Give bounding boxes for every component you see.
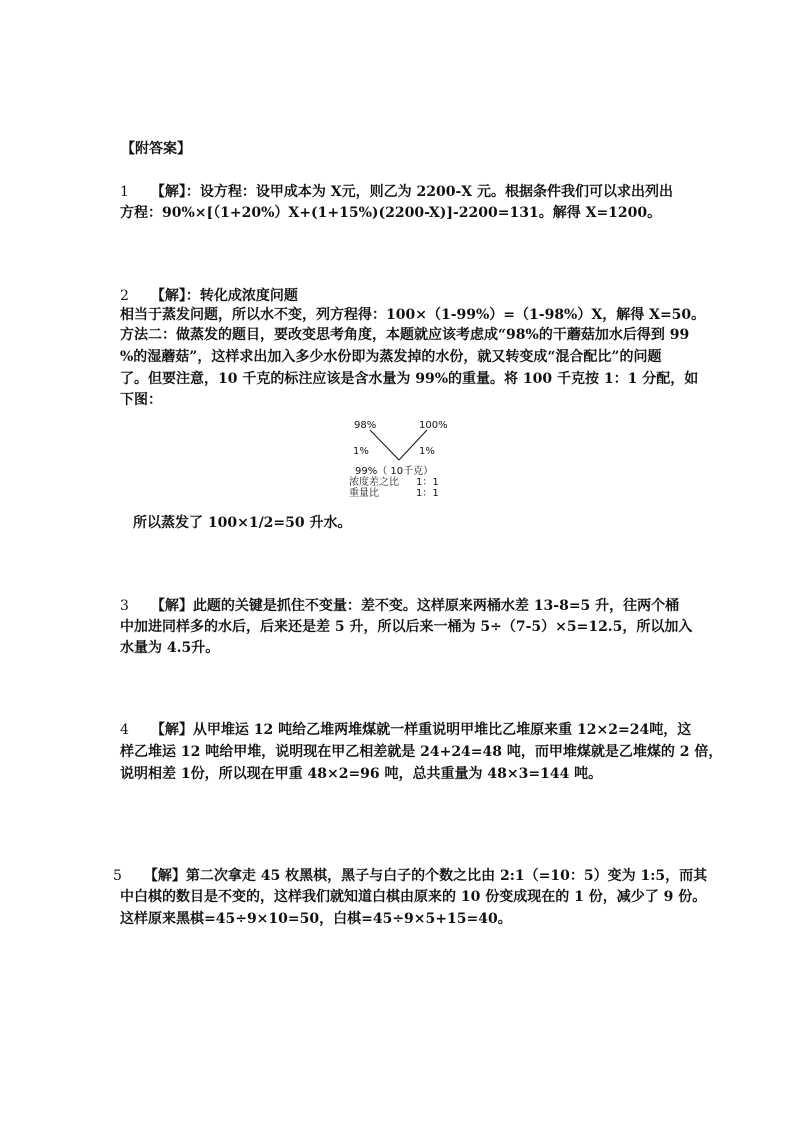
answer-2-tag: 【解】 — [150, 288, 186, 304]
diagram-row-2-value: 1：1 — [416, 488, 439, 499]
answer-3-text-1: 此题的关键是抓住不变量：差不变。这样原来两桶水差 13-8=5 升，往两个桶 — [192, 598, 680, 614]
answer-5-first-line — [113, 867, 707, 885]
answer-5-tag: 【解】 — [143, 868, 186, 884]
answer-1-first-line — [120, 183, 673, 201]
answer-2-conclusion: 所以蒸发了 100×1/2=50 升水。 — [133, 515, 352, 531]
answer-1-text-2: 方程：90%×[（1+20%）X+(1+15%)(2200-X)]-2200=131。解得 X=1200。 — [120, 205, 662, 221]
diagram-row-2-label: 重量比 — [349, 488, 379, 499]
diagram-left-top: 98% — [354, 420, 377, 431]
diagram-right-mid: 1% — [419, 446, 435, 457]
answer-3-tag: 【解】 — [150, 598, 193, 614]
mixing-ratio-diagram — [340, 416, 460, 506]
answer-2-text-4: %的湿蘑菇”，这样求出加入多少水份即为蒸发掉的水份，就又转变成“混合配比”的问题 — [120, 349, 662, 365]
answer-4-number: 4 — [120, 722, 129, 738]
answer-2-text-2: 相当于蒸发问题，所以水不变，列方程得：100×（1-99%）=（1-98%）X，解得 X=50。 — [120, 307, 706, 323]
answer-5-text-3: 这样原来黑棋=45÷9×10=50，白棋=45÷9×5+15=40。 — [120, 911, 512, 927]
answer-4-tag: 【解】 — [150, 722, 193, 738]
answer-2-first-line — [120, 287, 298, 305]
answer-1-tag: 【解】 — [150, 184, 186, 200]
answer-5-number: 5 — [113, 868, 122, 884]
answer-2-text-3: 方法二：做蒸发的题目，要改变思考角度，本题就应该考虑成“98%的干蘑菇加水后得到 99 — [120, 327, 690, 343]
answer-3-number: 3 — [120, 598, 129, 614]
answer-2-text-1: ：转化成浓度问题 — [185, 288, 298, 304]
diagram-row-1-label: 浓度差之比 — [349, 477, 399, 488]
diagram-right-top: 100% — [419, 420, 448, 431]
answer-3-first-line — [120, 597, 679, 615]
answer-3-text-3: 水量为 4.5升。 — [120, 640, 220, 656]
answer-4-first-line — [120, 721, 691, 739]
answer-5-text-2: 中白棋的数目是不变的，这样我们就知道白棋由原来的 10 份变成现在的 1 份，减少了 9 份。 — [120, 889, 707, 905]
answer-2-text-6: 下图： — [120, 392, 162, 408]
answer-4-text-1: 从甲堆运 12 吨给乙堆两堆煤就一样重说明甲堆比乙堆原来重 12×2=24吨，这 — [192, 722, 692, 738]
answer-3-text-2: 中加进同样多的水后，后来还是差 5 升，所以后来一桶为 5÷（7-5）×5=12.5，所以加入 — [120, 619, 693, 635]
diagram-left-mid: 1% — [353, 446, 369, 457]
answer-1-number: 1 — [120, 184, 129, 200]
answer-5-text-1: 第二次拿走 45 枚黑棋，黑子与白子的个数之比由 2:1（=10：5）变为 1:5，而其 — [185, 868, 708, 884]
answer-2-number: 2 — [120, 288, 129, 304]
diagram-row-1-value: 1：1 — [416, 477, 439, 488]
answer-4-text-2: 样乙堆运 12 吨给甲堆，说明现在甲乙相差就是 24+24=48 吨，而甲堆煤就是乙堆煤的 2 倍， — [120, 744, 723, 760]
answer-2-text-5: 了。但要注意，10 千克的标注应该是含水量为 99%的重量。将 100 千克按 1：1 分配，如 — [120, 371, 699, 387]
answer-header: 【附答案】 — [121, 141, 191, 157]
answer-1-text-1: ：设方程：设甲成本为 X元，则乙为 2200-X 元。根据条件我们可以求出列出 — [185, 184, 674, 200]
answer-4-text-3: 说明相差 1份，所以现在甲重 48×2=96 吨，总共重量为 48×3=144 吨。 — [120, 766, 603, 782]
diagram-center: 99%（ 10千克） — [355, 466, 434, 477]
